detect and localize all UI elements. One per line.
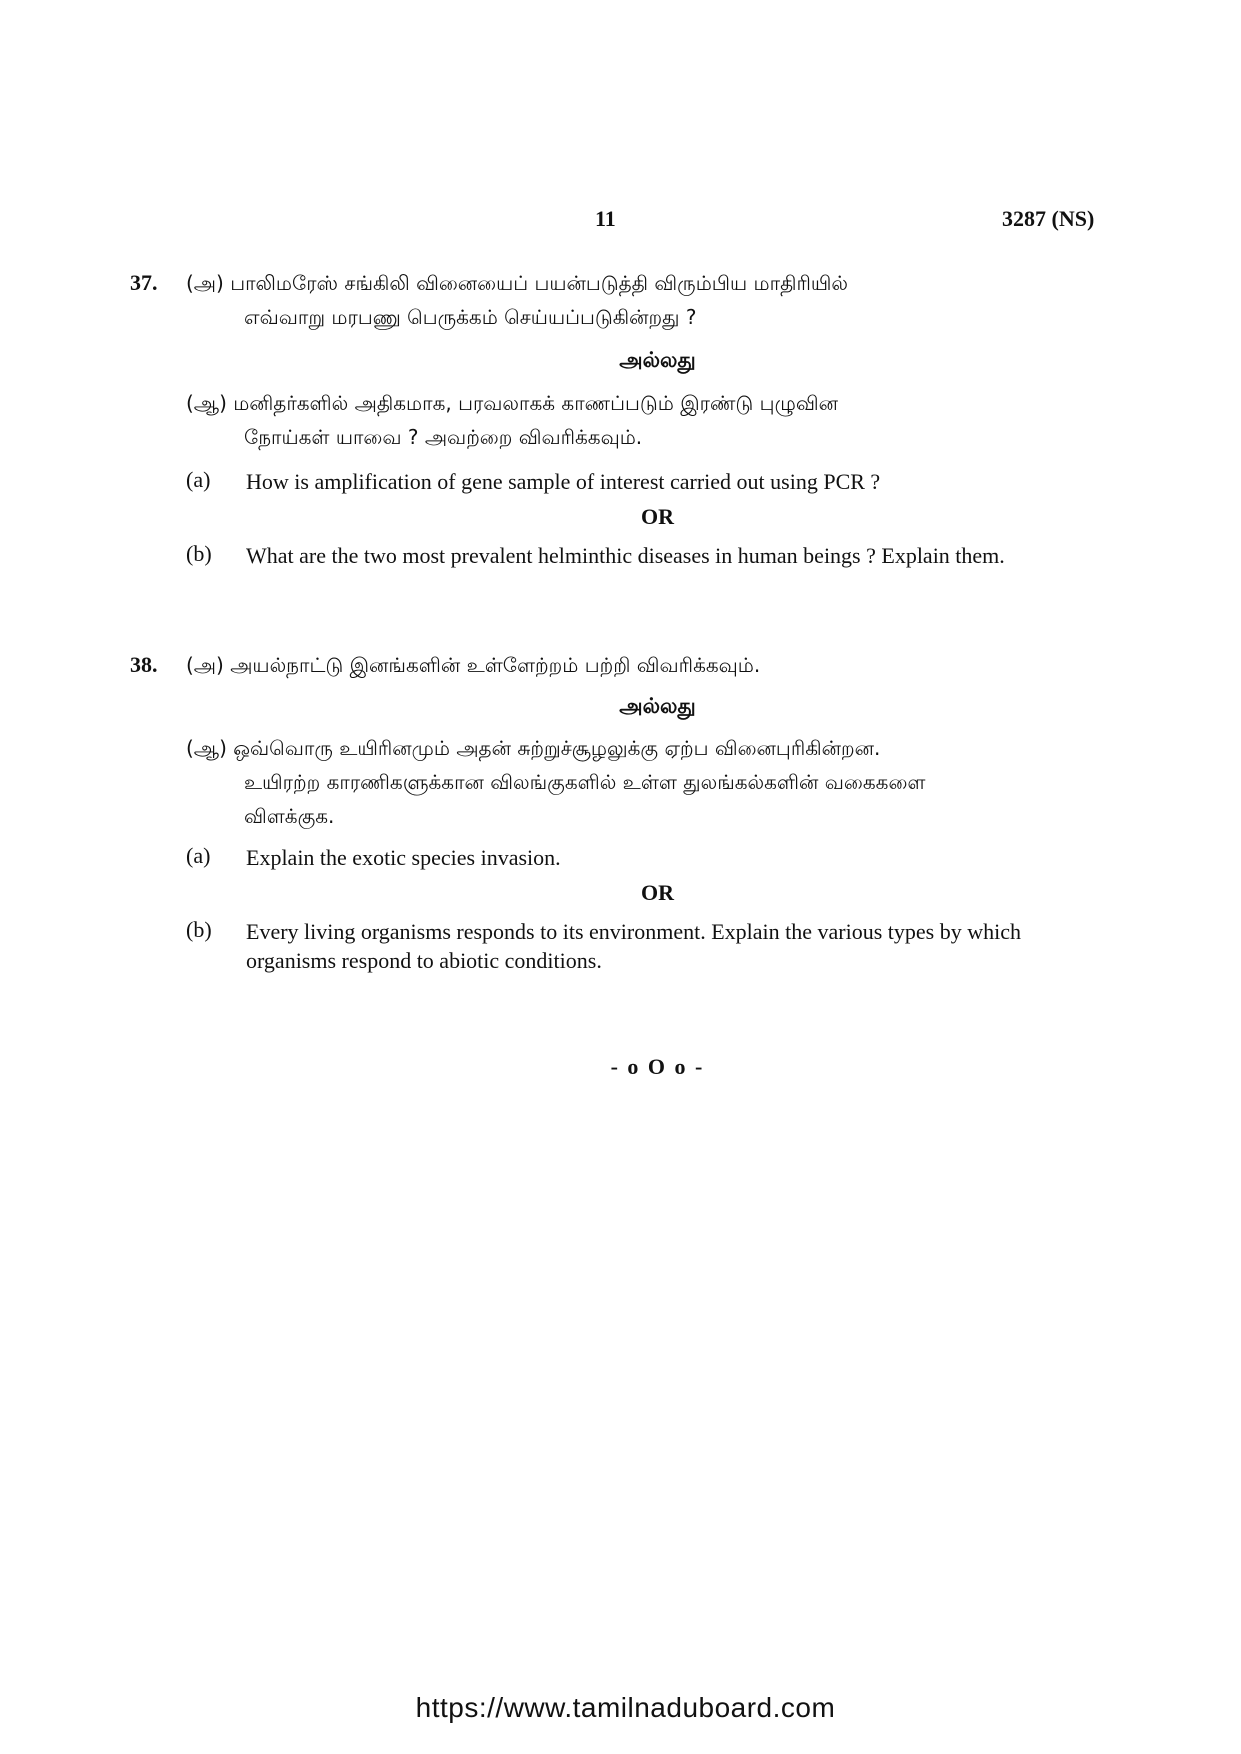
paper-code: 3287 (NS)	[1002, 206, 1095, 231]
tamil-b-prefix: (ஆ)	[186, 736, 227, 760]
tamil-or-divider: அல்லது	[619, 694, 696, 718]
english-a-label: (a)	[186, 843, 211, 868]
tamil-a-line2: எவ்வாறு மரபணு பெருக்கம் செய்யப்படுகின்றது ?	[244, 305, 697, 329]
english-b-label: (b)	[186, 541, 212, 566]
english-or-divider: OR	[641, 880, 674, 905]
tamil-b-prefix: (ஆ)	[186, 391, 227, 415]
question-37-english-b: What are the two most prevalent helminthic diseases in human beings ? Explain them.	[246, 543, 1005, 568]
english-or-divider: OR	[641, 504, 674, 529]
question-38-english-a: Explain the exotic species invasion.	[246, 845, 561, 870]
tamil-a-line1: அயல்நாட்டு இனங்களின் உள்ளேற்றம் பற்றி விவரிக்கவும்.	[230, 653, 761, 677]
tamil-b-line1: ஒவ்வொரு உயிரினமும் அதன் சுற்றுச்சூழலுக்கு ஏற்ப வினைபுரிகின்றன.	[233, 736, 881, 760]
tamil-or-divider: அல்லது	[619, 348, 696, 372]
english-b-label: (b)	[186, 917, 212, 942]
tamil-b-line1: மனிதர்களில் அதிகமாக, பரவலாகக் காணப்படும் இரண்டு புழுவின	[233, 391, 839, 415]
question-37-tamil-a	[186, 266, 1056, 334]
end-of-paper-mark: - o O o -	[610, 1054, 705, 1079]
tamil-b-line3: விளக்குக.	[244, 804, 335, 828]
question-37-english-a: How is amplification of gene sample of interest carried out using PCR ?	[246, 469, 881, 494]
question-38-tamil-b	[186, 731, 1056, 833]
tamil-a-line1: பாலிமரேஸ் சங்கிலி வினையைப் பயன்படுத்தி விரும்பிய மாதிரியில்	[230, 271, 848, 295]
question-37-tamil-b	[186, 386, 1056, 454]
question-number: 37.	[130, 270, 158, 295]
question-38-tamil-a	[186, 648, 1056, 682]
page-number: 11	[595, 206, 616, 231]
question-number: 38.	[130, 652, 158, 677]
tamil-b-line2: நோய்கள் யாவை ? அவற்றை விவரிக்கவும்.	[244, 425, 643, 449]
tamil-a-prefix: (அ)	[186, 271, 224, 295]
tamil-b-line2: உயிரற்ற காரணிகளுக்கான விலங்குகளில் உள்ள துலங்கல்களின் வகைகளை	[244, 770, 926, 794]
english-a-label: (a)	[186, 467, 211, 492]
question-38-english-b: Every living organisms responds to its environment. Explain the various types by which organisms respond to abiotic conditions.	[246, 919, 1021, 973]
tamil-a-prefix: (அ)	[186, 653, 224, 677]
footer-url: https://www.tamilnaduboard.com	[415, 1692, 836, 1723]
